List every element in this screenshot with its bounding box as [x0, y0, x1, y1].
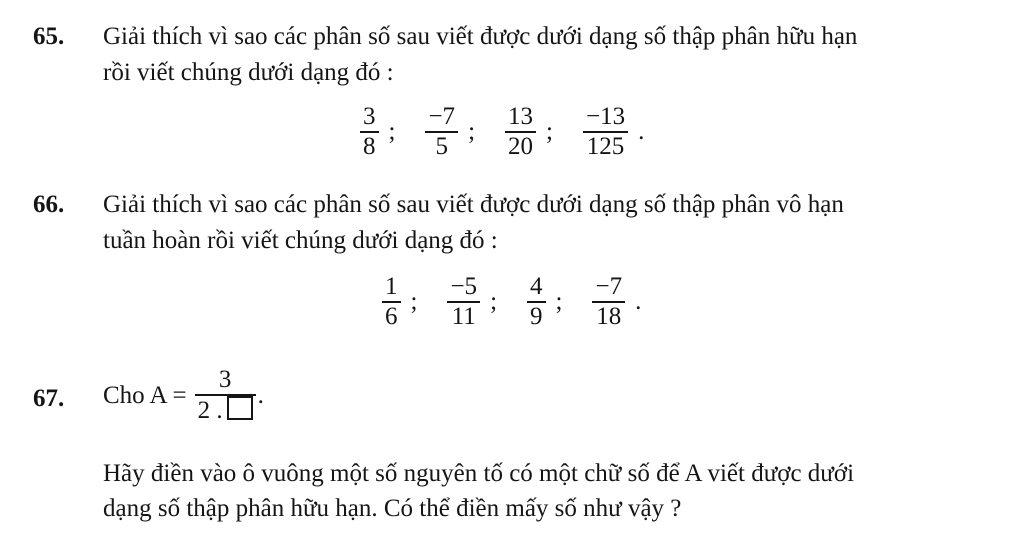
problem-67-fraction	[195, 366, 256, 425]
problem-66-text-line2: tuần hoàn rồi viết chúng dưới dạng đó :	[103, 227, 498, 254]
fraction	[527, 273, 546, 331]
fraction	[382, 273, 401, 331]
problem-67-intro: Cho A =	[103, 381, 187, 409]
problem-67-number: 67.	[33, 385, 65, 412]
problem-67-denominator	[195, 396, 256, 425]
fraction	[447, 273, 480, 331]
denominator: 125	[586, 133, 625, 160]
denominator: 6	[385, 303, 398, 330]
fraction	[583, 103, 628, 161]
numerator: −7	[595, 273, 623, 300]
problem-67-denominator-text: 2 .	[197, 397, 223, 424]
separator: ;	[468, 118, 476, 145]
numerator: 1	[385, 273, 398, 300]
problem-67-text-line1: Hãy điền vào ô vuông một số nguyên tố có một chữ số để A viết được dưới	[103, 460, 855, 487]
fraction	[505, 103, 536, 161]
separator: ;	[388, 118, 396, 145]
fraction	[360, 103, 379, 161]
denominator: 18	[596, 303, 622, 330]
separator: ;	[546, 118, 553, 145]
separator: ;	[555, 288, 563, 315]
problem-66-text-line1: Giải thích vì sao các phân số sau viết được dưới dạng số thập phân vô hạn	[103, 191, 844, 218]
problem-65-text-line1: Giải thích vì sao các phân số sau viết được dưới dạng số thập phân hữu hạn	[103, 23, 858, 50]
numerator: 3	[363, 103, 376, 130]
problem-66-fractions	[382, 273, 671, 331]
problem-65-number: 65.	[33, 23, 65, 50]
problem-65-text-line2: rồi viết chúng dưới dạng đó :	[103, 59, 394, 86]
denominator: 5	[435, 133, 448, 160]
numerator: −5	[450, 273, 478, 300]
problem-67-end-punct: .	[257, 381, 264, 409]
separator: ;	[490, 288, 498, 315]
numerator: 13	[508, 103, 534, 130]
separator: .	[638, 118, 645, 145]
denominator: 9	[530, 303, 543, 330]
fraction	[425, 103, 458, 161]
problem-67-numerator: 3	[218, 366, 232, 393]
numerator: −13	[585, 103, 626, 130]
fraction	[592, 273, 625, 331]
denominator: 11	[451, 303, 476, 330]
problem-66-number: 66.	[33, 191, 65, 218]
separator: ;	[410, 288, 418, 315]
problem-67-text-line2: dạng số thập phân hữu hạn. Có thể điền mấy số như vậy ?	[103, 495, 682, 522]
blank-square-box	[227, 396, 253, 420]
separator: .	[635, 288, 642, 315]
problem-67-formula	[103, 366, 264, 425]
problem-65-fractions	[360, 103, 674, 161]
denominator: 20	[508, 133, 534, 160]
denominator: 8	[363, 133, 376, 160]
numerator: −7	[428, 103, 456, 130]
numerator: 4	[530, 273, 543, 300]
